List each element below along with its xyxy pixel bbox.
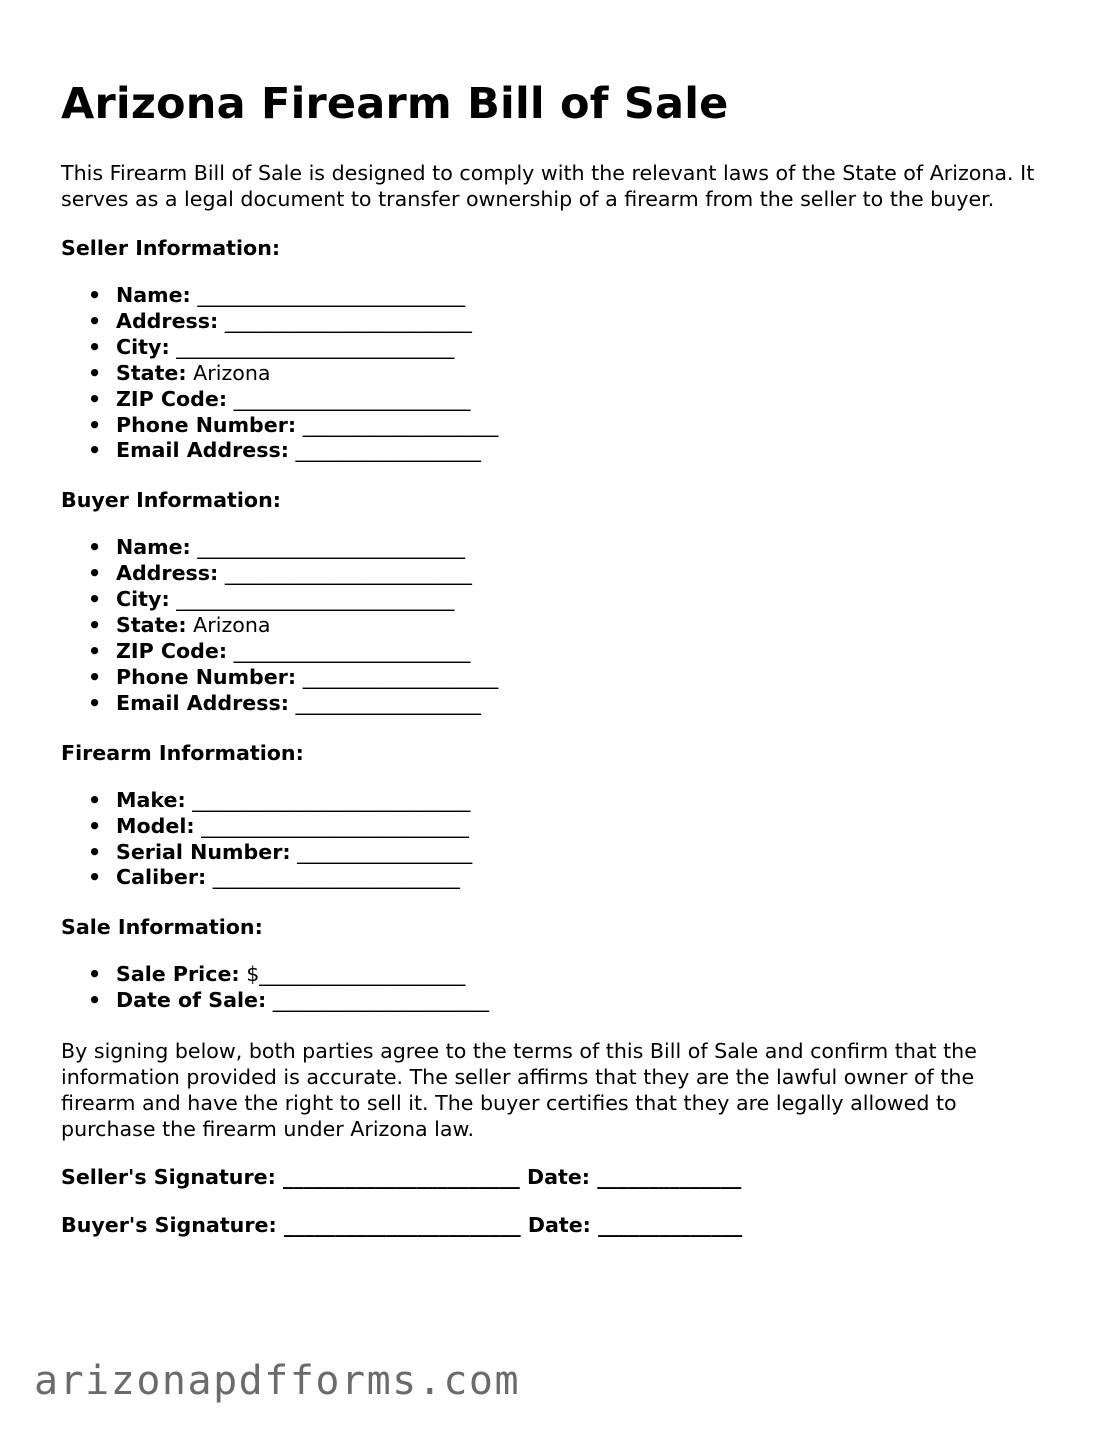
sale-field-list [61, 962, 1041, 1014]
firearm-model-field: • Model: __________________________ [88, 813, 469, 838]
bullet: • [88, 638, 102, 663]
buyer-field-list [61, 535, 1041, 716]
buyer-name-field: • Name: __________________________ [88, 535, 466, 560]
bullet: • [88, 334, 102, 359]
bullet: • [88, 787, 102, 812]
buyer-address-blank[interactable]: ________________________ [218, 561, 472, 586]
seller-field-list [61, 283, 1041, 464]
bullet: • [88, 438, 102, 463]
seller-name-blank[interactable]: __________________________ [190, 283, 466, 307]
buyer-state-value: Arizona [186, 613, 271, 638]
bullet: • [88, 613, 102, 638]
buyer-email-field: • Email Address: __________________ [88, 690, 481, 715]
seller-zip-field: • ZIP Code: _______________________ [88, 386, 471, 411]
bullet: • [88, 412, 102, 437]
bullet: • [88, 813, 102, 838]
sale-date-blank[interactable]: _____________________ [266, 988, 490, 1013]
closing-paragraph: By signing below, both parties agree to the terms of this Bill of Sale and confirm that the information provided is accurate. The seller affirms that they are the lawful owner of the firearm and have the right to sell it. The buyer certifies that they are legally allowed to purchase the firearm under Arizona law. [61, 1039, 977, 1142]
seller-address-blank[interactable]: ________________________ [218, 308, 472, 333]
buyer-name-blank[interactable]: __________________________ [190, 535, 466, 560]
document-title: Arizona Firearm Bill of Sale [61, 79, 729, 129]
firearm-serial-field: • Serial Number: _________________ [88, 839, 473, 864]
buyer-email-blank[interactable]: __________________ [289, 690, 481, 715]
seller-email-field: • Email Address: __________________ [88, 438, 481, 463]
bullet: • [88, 664, 102, 689]
firearm-make-field: • Make: ___________________________ [88, 787, 471, 812]
site-watermark: arizonapdfforms.com [34, 1358, 521, 1404]
buyer-state-field: • State: Arizona [88, 613, 271, 638]
seller-city-blank[interactable]: ___________________________ [169, 334, 455, 359]
bullet: • [88, 535, 102, 560]
buyer-signature-line[interactable]: Buyer's Signature: _______________________ Date: ______________ [61, 1213, 743, 1238]
seller-zip-blank[interactable]: _______________________ [227, 386, 471, 411]
bullet: • [88, 360, 102, 385]
firearm-caliber-blank[interactable]: ________________________ [206, 865, 460, 890]
buyer-phone-blank[interactable]: ___________________ [296, 664, 499, 689]
buyer-zip-blank[interactable]: _______________________ [227, 638, 471, 663]
sale-section-heading: Sale Information: [61, 915, 263, 940]
intro-paragraph: This Firearm Bill of Sale is designed to comply with the relevant laws of the State of Arizona. It serves as a legal document to transfer ownership of a firearm from the seller to the buyer. [61, 161, 1035, 211]
bullet: • [88, 308, 102, 333]
seller-phone-blank[interactable]: ___________________ [296, 412, 499, 437]
firearm-make-blank[interactable]: ___________________________ [185, 787, 471, 812]
seller-city-field: • City: ___________________________ [88, 334, 455, 359]
sale-date-field: • Date of Sale: _____________________ [88, 988, 490, 1013]
bullet: • [88, 865, 102, 890]
firearm-field-list [61, 788, 1041, 892]
sale-price-field: • Sale Price: $____________________ [88, 962, 466, 987]
bullet: • [88, 283, 102, 307]
buyer-address-field: • Address: ________________________ [88, 561, 472, 586]
buyer-phone-field: • Phone Number: ___________________ [88, 664, 499, 689]
firearm-caliber-field: • Caliber: ________________________ [88, 865, 460, 890]
bullet: • [88, 386, 102, 411]
sale-price-blank[interactable]: $____________________ [239, 962, 466, 987]
bullet: • [88, 587, 102, 612]
seller-address-field: • Address: ________________________ [88, 308, 472, 333]
seller-signature-line[interactable]: Seller's Signature: _______________________ Date: ______________ [61, 1165, 742, 1190]
seller-state-value: Arizona [186, 360, 271, 385]
firearm-model-blank[interactable]: __________________________ [194, 813, 469, 838]
bullet: • [88, 839, 102, 864]
bullet: • [88, 690, 102, 715]
buyer-zip-field: • ZIP Code: _______________________ [88, 638, 471, 663]
buyer-section-heading: Buyer Information: [61, 488, 281, 513]
seller-email-blank[interactable]: __________________ [289, 438, 481, 463]
bullet: • [88, 561, 102, 586]
seller-phone-field: • Phone Number: ___________________ [88, 412, 499, 437]
seller-state-field: • State: Arizona [88, 360, 271, 385]
bullet: • [88, 962, 102, 987]
seller-section-heading: Seller Information: [61, 236, 281, 260]
firearm-section-heading: Firearm Information: [61, 740, 304, 765]
seller-name-field: • Name: __________________________ [88, 283, 466, 307]
buyer-city-blank[interactable]: ___________________________ [169, 587, 455, 612]
document-page [61, 76, 1041, 1238]
bullet: • [88, 988, 102, 1013]
firearm-serial-blank[interactable]: _________________ [290, 839, 473, 864]
buyer-city-field: • City: ___________________________ [88, 587, 455, 612]
